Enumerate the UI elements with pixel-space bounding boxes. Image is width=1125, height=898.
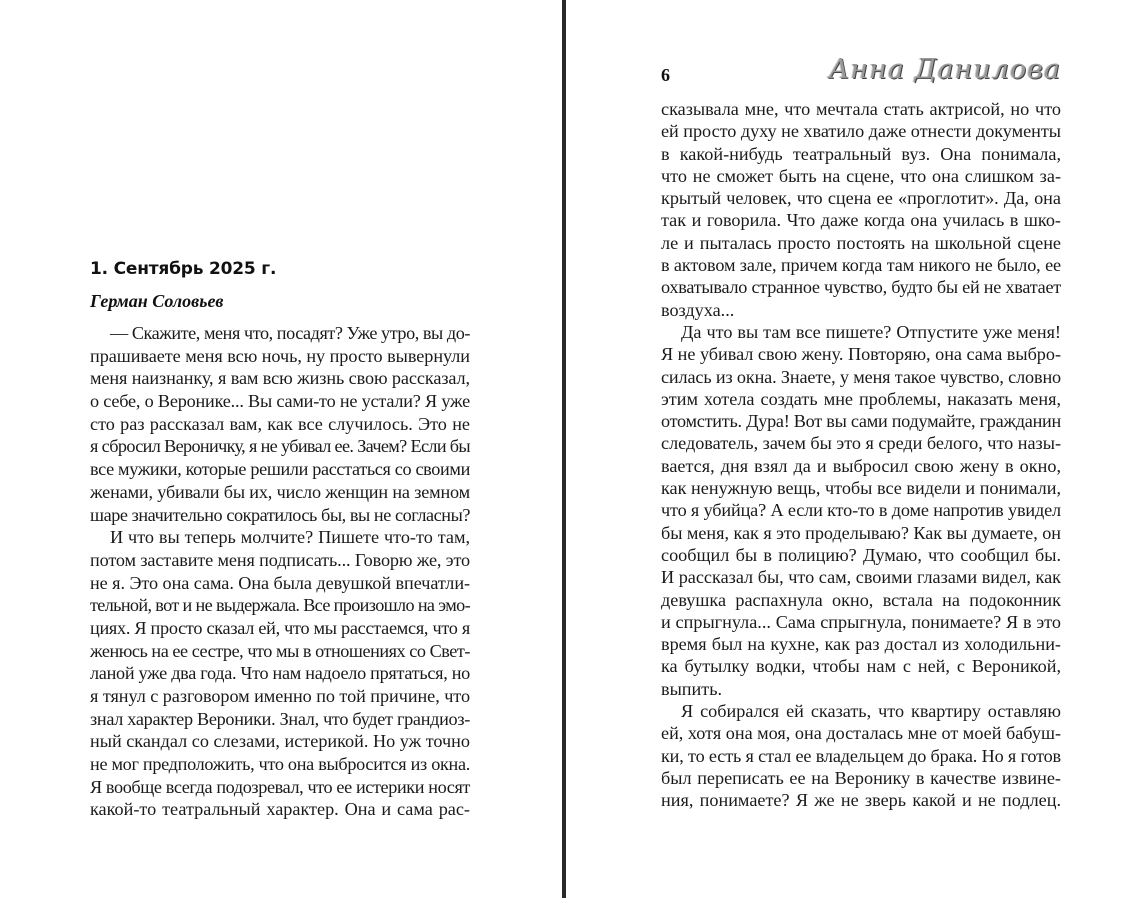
- text-line: ка бутылку водки, чтобы нам с ней, с Вероникой,: [661, 656, 1061, 677]
- text-line: был переписать ее на Веронику в качестве извине-: [661, 767, 1061, 788]
- text-line: потом заставите меня подписать... Говорю же, это: [90, 549, 470, 570]
- text-line: так и говорила. Что даже когда она училась в шко-: [661, 210, 1061, 231]
- text-line: — Скажите, меня что, посадят? Уже утро, вы до-: [110, 323, 470, 343]
- text-line: ланой уже два года. Что нам надоело прятаться, но: [90, 663, 470, 684]
- text-line: ный скандал со слезами, истерикой. Но уж точно: [90, 731, 470, 752]
- text-line: и спрыгнула... Сама спрыгнула, понимаете? Я в это: [661, 611, 1061, 632]
- text-line: женюсь на ее сестре, что мы в отношениях со Свет-: [90, 640, 470, 661]
- text-line: о себе, о Веронике... Вы сами-то не устали? Я уже: [90, 391, 470, 412]
- text-line: не мог предположить, что она выбросится из окна.: [90, 754, 470, 775]
- text-line: этим хотела создать мне проблемы, наказать меня,: [661, 388, 1061, 409]
- page-number: 6: [661, 65, 670, 85]
- right-page-body-text: [661, 98, 1061, 812]
- text-line: ки, то есть я стал ее владельцем до брака. Но я готов: [661, 745, 1061, 766]
- text-line: как ненужную вещь, чтобы все видели и понимали,: [661, 478, 1061, 499]
- running-header-author-signature: Анна Данилова: [828, 54, 1061, 85]
- text-line: Я не убивал свою жену. Повторяю, она сама выбро-: [661, 344, 1061, 365]
- text-line: прашиваете меня всю ночь, ну просто вывернули: [90, 345, 470, 366]
- page-gutter-divider: [562, 0, 566, 898]
- left-page: [90, 0, 470, 898]
- section-author-name: Герман Соловьев: [90, 291, 224, 311]
- text-line: в какой-нибудь театральный вуз. Она понимала,: [661, 143, 1061, 164]
- text-line: Я вообще всегда подозревал, что ее истерики носят: [90, 776, 470, 797]
- text-line: бы меня, как я это проделываю? Как вы думаете, он: [661, 522, 1061, 543]
- text-line: я тянул с разговором именно по той причине, что: [90, 686, 470, 706]
- text-line: шаре значительно сократилось бы, вы не согласны?: [90, 504, 470, 525]
- text-line: И рассказал бы, что сам, своими глазами видел, как: [661, 567, 1061, 588]
- text-line: девушка распахнула окно, встала на подоконник: [661, 589, 1061, 610]
- text-line: Я собирался ей сказать, что квартиру оставляю: [681, 701, 1061, 722]
- text-line: какой-то театральный характер. Она и сама рас-: [90, 799, 470, 820]
- text-line: ле и пыталась просто постоять на школьной сцене: [661, 232, 1061, 253]
- text-line: И что вы теперь молчите? Пишете что-то там,: [110, 527, 470, 548]
- text-line: я сбросил Вероничку, я не убивал ее. Зачем? Если бы: [90, 436, 470, 457]
- text-line: сообщил бы в полицию? Думаю, что сообщил бы.: [661, 544, 1061, 565]
- text-line: ния, понимаете? Я же не зверь какой и не подлец.: [661, 790, 1061, 811]
- right-page: [661, 0, 1061, 898]
- text-line: не я. Это она сама. Она была девушкой впечатли-: [90, 572, 470, 593]
- text-line: в актовом зале, причем когда там никого не было, ее: [661, 255, 1061, 276]
- text-line: охватывало странное чувство, будто бы ей не хватает: [661, 277, 1061, 298]
- text-line: вается, дня взял да и выбросил свою жену в окно,: [661, 455, 1061, 476]
- text-line: знал характер Вероники. Знал, что будет грандиоз-: [90, 708, 470, 729]
- text-line: ей просто духу не хватило даже отнести документы: [661, 121, 1061, 142]
- text-line: меня наизнанку, я вам всю жизнь свою рассказал,: [90, 368, 470, 389]
- text-line: следователь, зачем бы это я среди белого, что назы-: [661, 433, 1061, 454]
- text-line: что не сможет быть на сцене, что она слишком за-: [661, 165, 1061, 186]
- text-line: сто раз рассказал вам, как все случилось. Это не: [90, 413, 470, 434]
- text-line: все мужики, которые решили расстаться со своими: [90, 459, 470, 480]
- text-line: отомстить. Дура! Вот вы сами подумайте, гражданин: [661, 411, 1061, 432]
- left-page-body-text: [90, 322, 470, 821]
- text-line: тельной, вот и не выдержала. Все произошло на эмо-: [90, 595, 470, 616]
- text-line: крытый человек, что сцена ее «проглотит». Да, она: [661, 188, 1061, 209]
- text-line: выпить.: [661, 678, 723, 699]
- text-line: время был на кухне, как раз достал из холодильни-: [661, 634, 1061, 655]
- text-line: ей, хотя она моя, она досталась мне от моей бабуш-: [661, 723, 1061, 744]
- text-line: что я убийца? А если кто-то в доме напротив увидел: [661, 500, 1061, 521]
- text-line: силась из окна. Знаете, у меня такое чувство, словно: [661, 366, 1061, 387]
- text-line: сказывала мне, что мечтала стать актрисой, но что: [661, 99, 1061, 119]
- text-line: воздуха...: [661, 299, 735, 320]
- text-line: циях. Я просто сказал ей, что мы расстаемся, что я: [90, 617, 470, 638]
- chapter-title: 1. Сентябрь 2025 г.: [90, 259, 277, 279]
- text-line: Да что вы там все пишете? Отпустите уже меня!: [681, 321, 1061, 342]
- text-line: женами, убивали бы их, число женщин на земном: [90, 481, 470, 502]
